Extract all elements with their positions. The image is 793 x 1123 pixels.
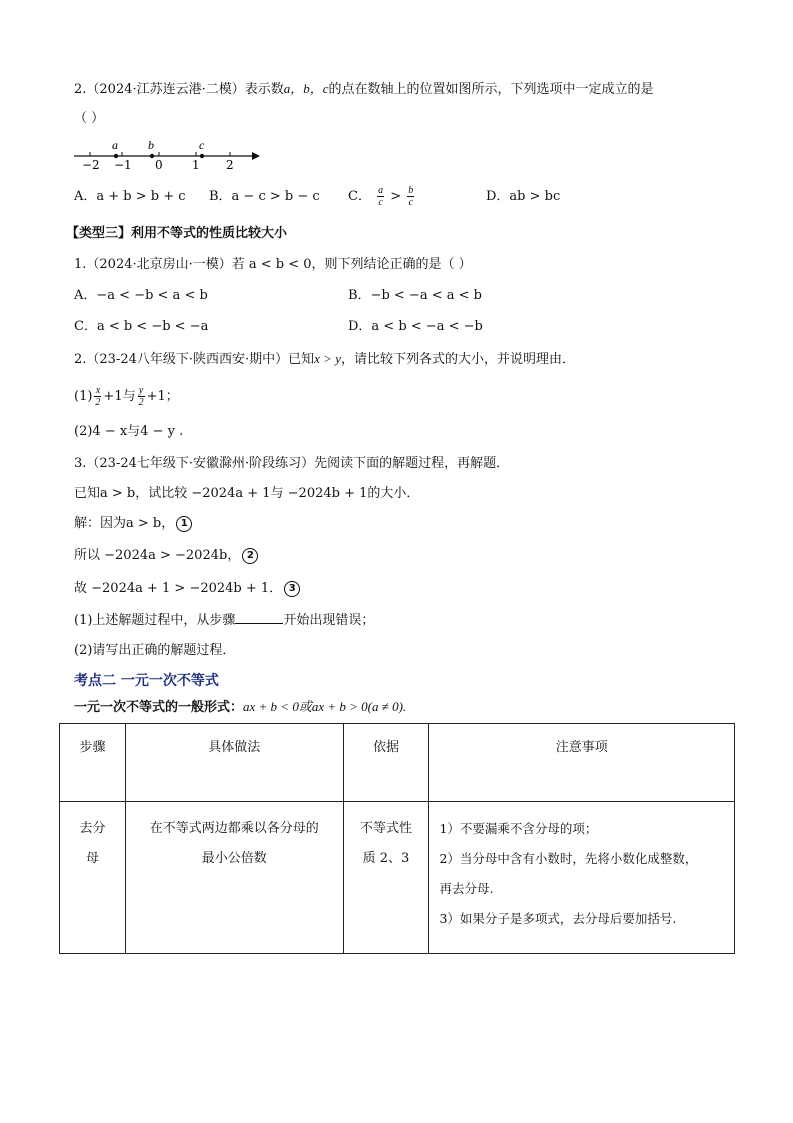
q2b-part2: (2)4 − x与4 − y . [74, 424, 184, 439]
circled-1-icon: 1 [176, 516, 192, 532]
q2-option-b: B．a − c > b − c [209, 189, 320, 204]
point-b-label: b [148, 138, 154, 152]
type3-heading: 【类型三】利用不等式的性质比较大小 [66, 226, 288, 241]
header-basis: 依据 [343, 724, 429, 802]
point-c [200, 154, 204, 158]
q3-solution-step1: 解：因为a > b， 1 [74, 515, 192, 533]
q2-vars: a，b，c [283, 81, 329, 96]
frac-y-over-2: $\frac{y}{2}$ [138, 385, 144, 408]
arrow-icon [252, 152, 260, 160]
cell-step: 去分 母 [60, 802, 126, 954]
frac-a-over-c: $\frac{a}{c}$ [378, 185, 384, 208]
header-step: 步骤 [60, 724, 126, 802]
cell-notes: 1）不要漏乘不含分母的项； 2）当分母中含有小数时，先将小数化成整数， 再去分母. 3）如果分子是多项式，去分母后要加括号. [429, 802, 735, 954]
general-form-line: 一元一次不等式的一般形式：ax + b < 0或ax + b > 0(a ≠ 0). [74, 699, 407, 715]
table-row [60, 802, 735, 954]
answer-blank[interactable] [235, 611, 283, 624]
section-heading-kaodian2: 考点二 一元一次不等式 [74, 673, 219, 689]
q1-option-c: C．a < b < −b < −a [74, 319, 209, 334]
point-a [114, 154, 118, 158]
point-b [150, 154, 154, 158]
circled-2-icon: 2 [242, 548, 258, 564]
q3-ask2: (2)请写出正确的解题过程． [74, 643, 236, 658]
frac-x-over-2: $\frac{x}{2}$ [95, 385, 101, 408]
q3-given: 已知a > b，试比较 −2024a + 1与 −2024b + 1的大小． [74, 486, 420, 501]
q2b-part1: (1) $\frac{x}{2}$ +1与 $\frac{y}{2}$ +1； [74, 385, 179, 408]
tick-label-neg2: −2 [82, 158, 100, 172]
q1-option-d: D．a < b < −a < −b [348, 319, 483, 334]
q2-option-a: A．a + b > b + c [74, 189, 186, 204]
cell-method: 在不等式两边都乘以各分母的 最小公倍数 [125, 802, 343, 954]
q3-ask1: (1)上述解题过程中，从步骤 开始出现错误； [74, 613, 375, 628]
q2b-stem: 2.（23-24八年级下·陕西西安·期中）已知x > y，请比较下列各式的大小，并说明理由． [74, 351, 575, 367]
q3-stem: 3.（23-24七年级下·安徽滁州·阶段练习）先阅读下面的解题过程，再解题． [74, 456, 510, 471]
q2-paren: （ ） [74, 111, 105, 126]
circled-3-icon: 3 [284, 581, 300, 597]
table-header-row [60, 724, 735, 802]
q1-stem: 1.（2024·北京房山·一模）若 a < b < 0，则下列结论正确的是（ ） [74, 257, 472, 272]
steps-table [59, 723, 735, 954]
q2-stem: 2.（2024·江苏连云港·二模）表示数a，b，c的点在数轴上的位置如图所示，下列选项中一定成立的是 [74, 81, 654, 97]
number-line [70, 138, 270, 174]
q2-option-d: D．ab > bc [486, 189, 561, 204]
frac-b-over-c: $\frac{b}{c}$ [408, 185, 414, 208]
header-method: 具体做法 [125, 724, 343, 802]
point-a-label: a [112, 138, 118, 152]
q2-option-c: C． $\frac{a}{c}$ > $\frac{b}{c}$ [348, 185, 414, 208]
q1-option-b: B．−b < −a < a < b [348, 288, 482, 303]
q3-solution-step3: 故 −2024a + 1 > −2024b + 1． 3 [74, 580, 300, 598]
tick-label-1: 1 [192, 158, 200, 172]
cell-basis: 不等式性 质 2、3 [343, 802, 429, 954]
tick-label-2: 2 [226, 158, 234, 172]
header-notes: 注意事项 [429, 724, 735, 802]
q1-option-a: A．−a < −b < a < b [74, 288, 208, 303]
tick-label-0: 0 [155, 158, 163, 172]
tick-label-neg1: −1 [114, 158, 132, 172]
point-c-label: c [199, 138, 205, 152]
q3-solution-step2: 所以 −2024a > −2024b， 2 [74, 547, 258, 565]
